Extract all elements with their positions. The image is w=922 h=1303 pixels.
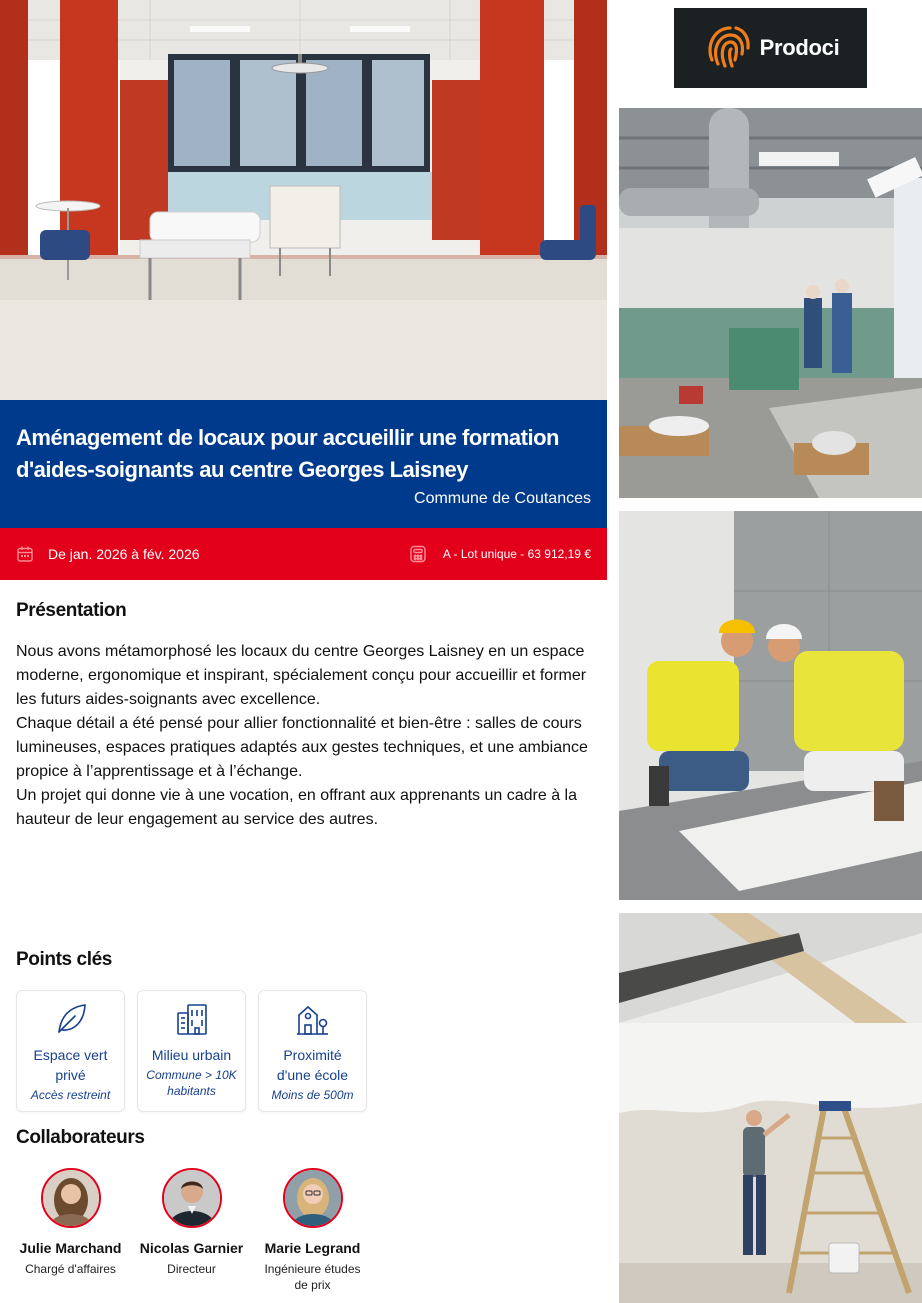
- collaborators-heading: Collaborateurs: [16, 1127, 145, 1148]
- key-point-subtitle: Commune > 10K habitants: [146, 1068, 237, 1098]
- presentation-heading: Présentation: [16, 600, 127, 621]
- collaborator-name: Marie Legrand: [264, 1240, 361, 1256]
- avatar: [162, 1168, 222, 1228]
- project-info-band: [0, 528, 607, 580]
- prodoci-logo: [674, 8, 867, 88]
- project-title: Aménagement de locaux pour accueillir une formation d'aides-soignants au centre Georges Laisney: [16, 425, 559, 482]
- collaborator: [16, 1168, 125, 1293]
- project-lot: [409, 528, 591, 580]
- key-point-card: [258, 990, 367, 1112]
- project-dates-text: De jan. 2026 à fév. 2026: [48, 546, 200, 562]
- key-point-card: [16, 990, 125, 1112]
- project-commune: Commune de Coutances: [414, 490, 591, 507]
- leaf-icon: [17, 1001, 124, 1037]
- collaborator: [258, 1168, 367, 1293]
- key-point-subtitle: Moins de 500m: [271, 1088, 354, 1102]
- key-point-title: Proximité d'une école: [276, 1047, 349, 1083]
- collaborator-name: Julie Marchand: [19, 1240, 122, 1256]
- key-point-card: [137, 990, 246, 1112]
- presentation-paragraph: Nous avons métamorphosé les locaux du centre Georges Laisney en un espace moderne, ergonomique et inspirant, spécialement conçu pour accueillir et former les futurs aides-soignants avec excellence.: [16, 643, 587, 708]
- collaborator-name: Nicolas Garnier: [139, 1240, 244, 1256]
- calendar-icon: [16, 545, 34, 563]
- photo-painting-walls: [619, 913, 922, 1303]
- avatar: [283, 1168, 343, 1228]
- project-dates: [16, 528, 200, 580]
- key-point-subtitle: Accès restreint: [30, 1088, 111, 1102]
- photo-ventilation-works: [619, 108, 922, 498]
- hero-image-hospital-room: [0, 0, 607, 400]
- collaborators-list: [16, 1168, 367, 1293]
- fingerprint-logo-icon: [702, 20, 754, 77]
- calculator-icon: [409, 545, 427, 563]
- avatar: [41, 1168, 101, 1228]
- project-lot-text: A - Lot unique - 63 912,19 €: [442, 547, 591, 561]
- photo-workers-floor: [619, 511, 922, 900]
- collaborator-role: Chargé d'affaires: [25, 1262, 116, 1276]
- brand-name: Prodoci: [759, 35, 840, 60]
- presentation-body: [16, 640, 606, 832]
- collaborator-role: Ingénieure études de prix: [264, 1262, 361, 1292]
- presentation-paragraph: Chaque détail a été pensé pour allier fonctionnalité et bien-être : salles de cours lumineuses, espaces pratiques adaptés aux gestes techniques, et une ambiance propice à l’apprentissage et à l’échange.: [16, 715, 588, 780]
- key-points-heading: Points clés: [16, 949, 112, 970]
- presentation-paragraph: Un projet qui donne vie à une vocation, en offrant aux apprenants un cadre à la hauteur de leur engagement au service des autres.: [16, 787, 577, 828]
- collaborator: [137, 1168, 246, 1293]
- project-title-band: [0, 400, 607, 528]
- collaborator-role: Directeur: [167, 1262, 216, 1276]
- school-icon: [259, 1001, 366, 1037]
- buildings-icon: [138, 1001, 245, 1037]
- key-points-list: [16, 990, 367, 1112]
- key-point-title: Espace vert privé: [33, 1047, 108, 1083]
- key-point-title: Milieu urbain: [151, 1047, 232, 1063]
